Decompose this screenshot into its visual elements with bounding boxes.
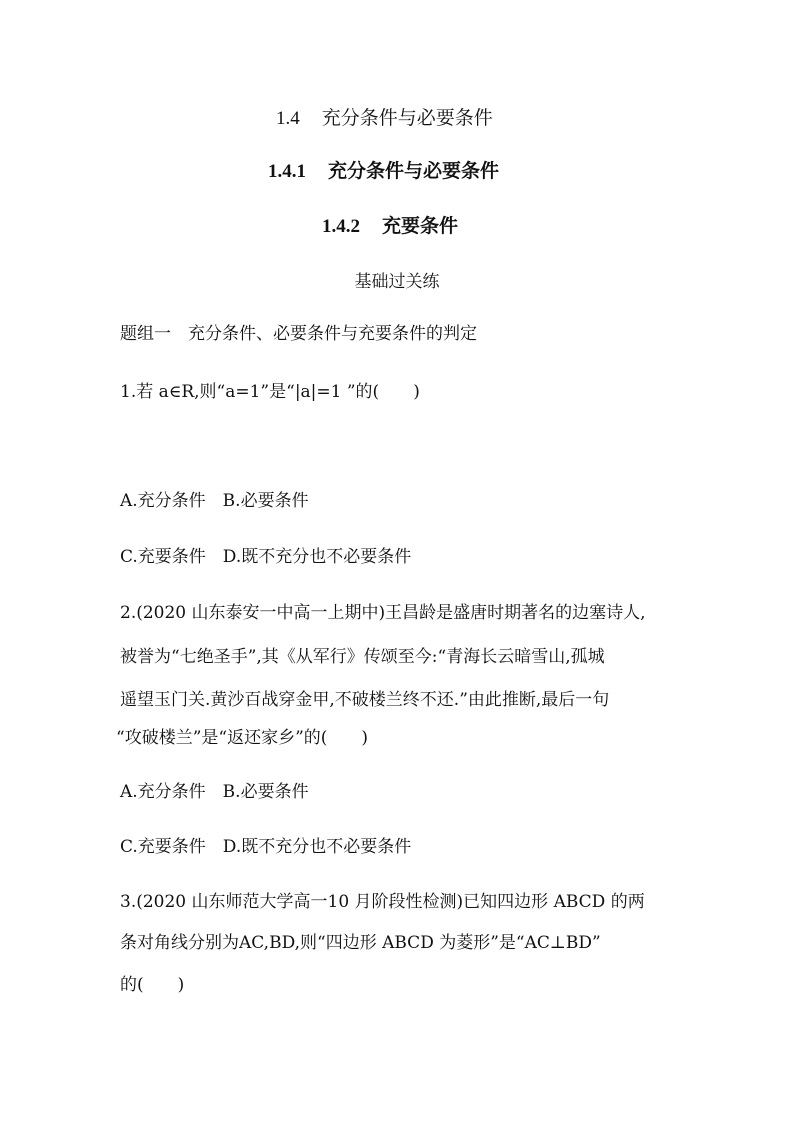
practice-label: 基础过关练 (354, 272, 440, 292)
section-title-text: 充分条件与必要条件 (321, 107, 493, 129)
section-title-text: 充要条件 (382, 215, 459, 237)
question-3-line-3: 的( ) (120, 975, 185, 995)
section-number: 1.4.1 (268, 161, 306, 182)
question-2-options-cd: C.充要条件 D.既不充分也不必要条件 (120, 837, 412, 857)
question-1-options-ab: A.充分条件 B.必要条件 (120, 491, 309, 511)
question-3-line-1: 3.(2020 山东师范大学高一10 月阶段性检测)已知四边形 ABCD 的两 (120, 892, 645, 912)
question-2-line-3: 遥望玉门关.黄沙百战穿金甲,不破楼兰终不还.”由此推断,最后一句 (120, 690, 610, 710)
question-2-line-1: 2.(2020 山东泰安一中高一上期中)王昌龄是盛唐时期著名的边塞诗人, (120, 603, 646, 623)
question-1-options-cd: C.充要条件 D.既不充分也不必要条件 (120, 547, 412, 567)
section-title-1-4 (276, 105, 493, 132)
question-2-line-4: “攻破楼兰”是“返还家乡”的( ) (116, 728, 369, 748)
section-number: 1.4 (276, 108, 300, 129)
section-title-1-4-1 (268, 158, 499, 185)
question-2-options-ab: A.充分条件 B.必要条件 (120, 782, 309, 802)
section-title-1-4-2 (322, 213, 458, 240)
question-1-stem: 1.若 a∈R,则“a=1”是“|a|=1 ”的( ) (120, 382, 420, 402)
section-title-text: 充分条件与必要条件 (328, 160, 500, 182)
section-number: 1.4.2 (322, 216, 360, 237)
group-heading: 题组一 充分条件、必要条件与充要条件的判定 (120, 324, 477, 344)
question-2-line-2: 被誉为“七绝圣手”,其《从军行》传颂至今:“青海长云暗雪山,孤城 (120, 647, 605, 667)
question-3-line-2: 条对角线分别为AC,BD,则“四边形 ABCD 为菱形”是“AC⊥BD” (120, 933, 601, 953)
